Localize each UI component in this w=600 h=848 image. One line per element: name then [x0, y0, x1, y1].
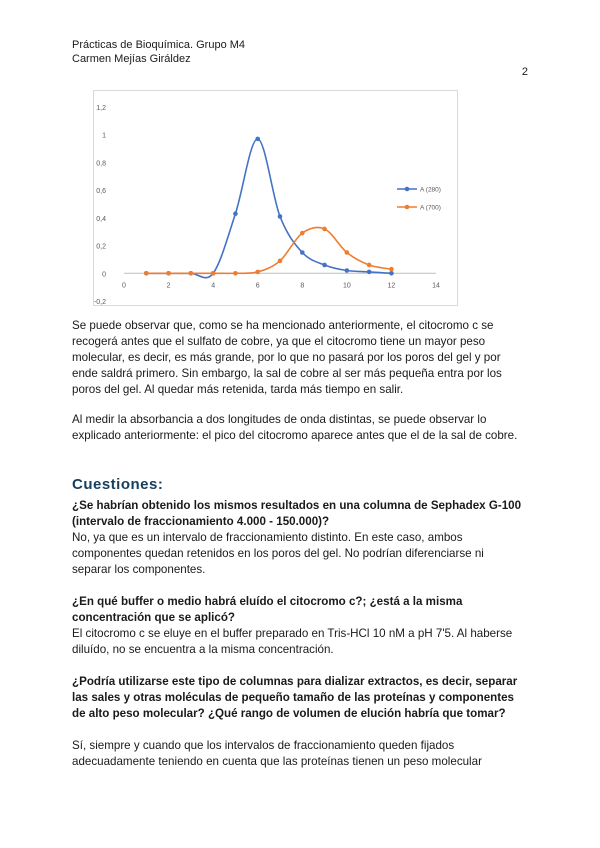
page-number: 2 [521, 66, 528, 78]
data-point [233, 271, 238, 276]
paragraph-explanation: Se puede observar que, como se ha mencionado anteriormente, el citocromo c se recogerá antes que el sulfato de cobre, ya que el citocromo tiene un mayor peso molecular, es decir, es más grande, por lo que no pasará por los poros del gel y por ende saldrá primero. Sin embargo, la sal de cobre al ser más pequeña entra por los poros del gel. Al quedar más retenida, tarda más tiempo en salir. [72, 319, 502, 396]
y-tick-label: 1 [102, 132, 106, 140]
data-point [189, 271, 194, 276]
data-point [389, 271, 394, 276]
data-point [345, 268, 350, 273]
y-tick-label: 0,8 [96, 160, 106, 168]
answer-1: No, ya que es un intervalo de fraccionamiento distinto. En este caso, ambos componentes quedan retenidos en los poros del gel. No podrían diferenciarse ni separar los componentes. [72, 531, 484, 576]
absorbance-chart [93, 90, 458, 306]
x-tick-label: 12 [387, 282, 396, 290]
legend-label: A (280) [420, 186, 441, 194]
x-tick-label: 4 [211, 282, 216, 290]
data-point [255, 270, 260, 275]
question-3: ¿Podría utilizarse este tipo de columnas para dializar extractos, es decir, separar las sales y otras moléculas de pequeño tamaño de las proteínas y componentes de alto peso molecular? ¿Qué rango de volumen de elución habría que tomar? [72, 675, 518, 720]
data-point [211, 271, 216, 276]
answer-3: Sí, siempre y cuando que los intervalos de fraccionamiento queden fijados adecuadamente teniendo en cuenta que las proteínas tienen un peso molecular [72, 739, 482, 768]
legend-marker [405, 187, 410, 192]
data-point [322, 227, 327, 232]
data-point [278, 259, 283, 264]
question-2: ¿En qué buffer o medio habrá eluído el citocromo c?; ¿está a la misma concentración que se aplicó? [72, 595, 463, 624]
answer-2: El citocromo c se eluye en el buffer preparado en Tris-HCl 10 nM a pH 7'5. Al haberse diluído, no se encuentra a la misma concentración. [72, 627, 513, 656]
data-point [144, 271, 149, 276]
data-point [389, 267, 394, 272]
x-tick-label: 8 [300, 282, 305, 290]
section-title: Cuestiones: [72, 476, 164, 493]
question-1: ¿Se habrían obtenido los mismos resultados en una columna de Sephadex G-100 (intervalo de fraccionamiento 4.000 - 150.000)? [72, 499, 522, 528]
series-line-1 [146, 227, 391, 273]
data-point [322, 263, 327, 268]
data-point [367, 263, 372, 268]
y-tick-label: -0,2 [94, 299, 106, 305]
x-tick-label: 6 [255, 282, 260, 290]
y-tick-label: 0,6 [96, 188, 106, 196]
x-tick-label: 2 [166, 282, 171, 290]
series-line-0 [146, 139, 391, 278]
y-tick-label: 1,2 [96, 105, 106, 112]
x-tick-label: 10 [342, 282, 351, 290]
legend-label: A (700) [420, 204, 441, 212]
data-point [300, 250, 305, 255]
data-point [300, 231, 305, 236]
header-author: Carmen Mejías Giráldez [72, 53, 191, 65]
x-tick-label: 14 [432, 282, 440, 290]
y-tick-label: 0 [102, 271, 106, 279]
data-point [233, 211, 238, 216]
y-tick-label: 0,2 [96, 243, 106, 251]
data-point [367, 270, 372, 275]
header-course: Prácticas de Bioquímica. Grupo M4 [72, 39, 246, 51]
data-point [278, 214, 283, 219]
x-tick-label: 0 [122, 282, 126, 290]
y-tick-label: 0,4 [96, 215, 106, 223]
legend-marker [405, 205, 410, 210]
data-point [166, 271, 171, 276]
data-point [255, 137, 260, 142]
chart-canvas [94, 91, 457, 305]
data-point [345, 250, 350, 255]
paragraph-absorbance: Al medir la absorbancia a dos longitudes de onda distintas, se puede observar lo explicado anteriormente: el pico del citocromo aparece antes que el de la sal de cobre. [72, 413, 518, 442]
